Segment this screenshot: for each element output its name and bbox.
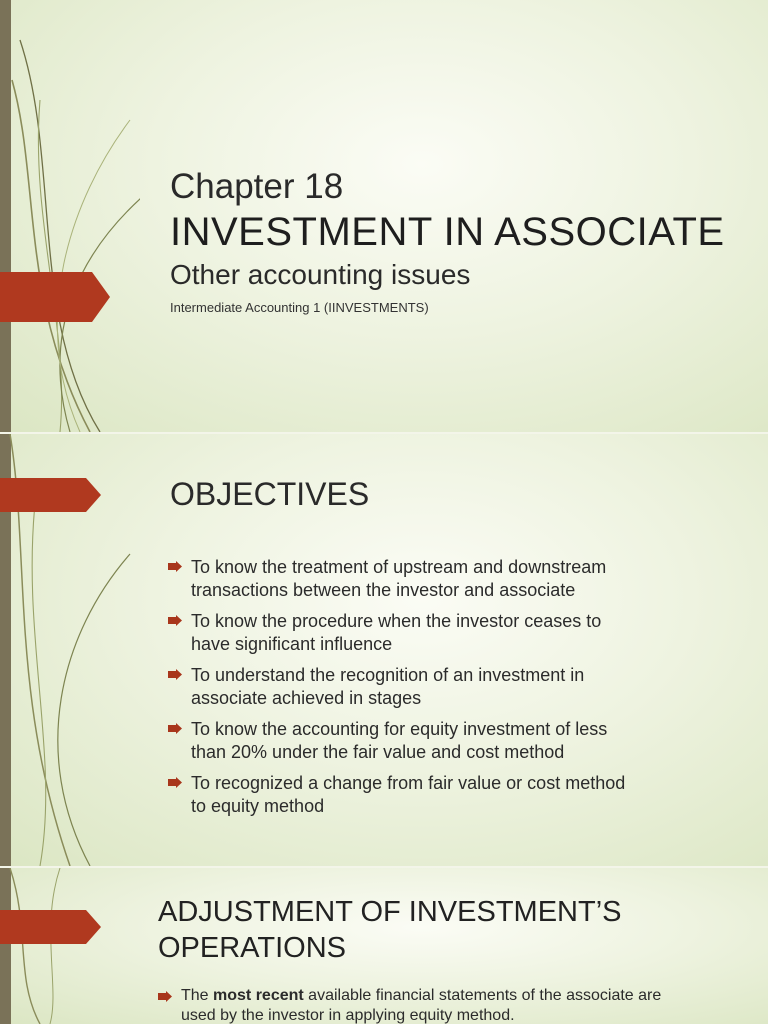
list-item xyxy=(168,772,728,818)
slide-subtitle: Other accounting issues xyxy=(170,259,471,290)
objectives-list xyxy=(168,556,728,826)
list-item xyxy=(168,556,728,602)
arrow-bullet-icon xyxy=(158,991,172,1002)
arrow-bullet-icon xyxy=(168,777,182,788)
course-label: Intermediate Accounting 1 (IINVESTMENTS) xyxy=(170,300,429,315)
bullet-line: To know the treatment of upstream and downstream xyxy=(191,557,607,577)
adjustment-slide xyxy=(0,868,768,1024)
bullet-line: associate achieved in stages xyxy=(191,688,422,708)
adjustment-list xyxy=(158,986,718,1024)
bullet-line: To know the accounting for equity investment of less xyxy=(191,719,608,739)
bullet-line: than 20% under the fair value and cost method xyxy=(191,742,565,762)
bullet-text-suffix: available financial statements of the associate are xyxy=(303,987,662,1004)
title-slide xyxy=(0,0,768,432)
bullet-text-prefix: The xyxy=(181,987,214,1004)
arrow-bullet-icon xyxy=(168,723,182,734)
bullet-line: transactions between the investor and associate xyxy=(191,580,576,600)
list-item xyxy=(168,610,728,656)
red-flag-arrow xyxy=(0,272,110,322)
bullet-line: To understand the recognition of an investment in xyxy=(191,665,585,685)
list-item xyxy=(168,664,728,710)
decorative-swirl-lines xyxy=(0,0,140,432)
arrow-bullet-icon xyxy=(168,669,182,680)
bullet-line: to equity method xyxy=(191,796,325,816)
decorative-swirl-lines xyxy=(0,868,140,1024)
objectives-heading: OBJECTIVES xyxy=(170,476,370,512)
list-item xyxy=(168,718,728,764)
bullet-line: have significant influence xyxy=(191,634,393,654)
bullet-line: To know the procedure when the investor ceases to xyxy=(191,611,602,631)
list-item xyxy=(158,986,718,1024)
arrow-bullet-icon xyxy=(168,615,182,626)
bullet-line: used by the investor in applying equity method. xyxy=(181,1007,515,1024)
heading-line: OPERATIONS xyxy=(158,932,346,964)
heading-line: ADJUSTMENT OF INVESTMENT’S xyxy=(158,896,622,928)
chapter-label: Chapter 18 xyxy=(170,167,344,206)
slide-title: INVESTMENT IN ASSOCIATE xyxy=(170,210,725,254)
arrow-bullet-icon xyxy=(168,561,182,572)
adjustment-heading xyxy=(158,894,718,966)
title-block xyxy=(170,166,725,315)
red-flag-arrow xyxy=(0,910,101,944)
bullet-text-bold: most recent xyxy=(213,987,304,1004)
red-flag-arrow xyxy=(0,478,101,512)
objectives-slide xyxy=(0,434,768,866)
bullet-line: To recognized a change from fair value or cost method xyxy=(191,773,626,793)
